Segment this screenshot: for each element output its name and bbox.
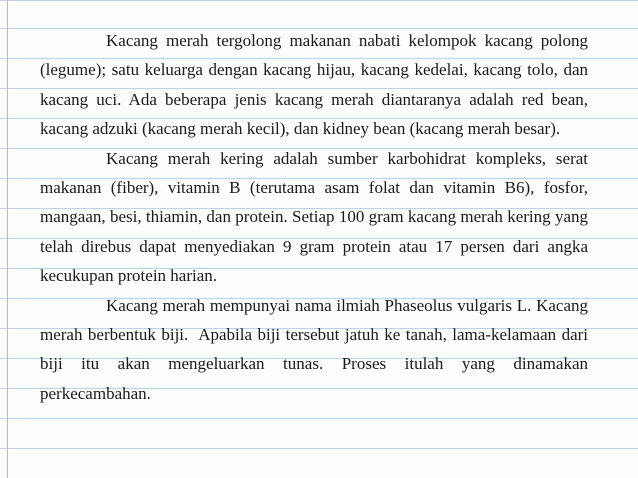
paragraph-2: Kacang merah kering adalah sumber karbohidrat kompleks, serat makanan (fiber), vitamin B (terutama asam folat dan vitamin B6), fosfor, mangaan, besi, thiamin, dan protein. Setiap 100 gram kacang merah kering yang telah direbus dapat menyediakan 9 gram protein atau 17 persen dari angka kecukupan protein harian. xyxy=(40,148,593,286)
margin-line xyxy=(7,0,8,478)
document-body xyxy=(40,26,593,408)
paragraph-1: Kacang merah tergolong makanan nabati kelompok kacang polong (legume); satu keluarga dengan kacang hijau, kacang kedelai, kacang tolo, dan kacang uci. Ada beberapa jenis kacang merah diantaranya adalah red bean, kacang adzuki (kacang merah kecil), dan kidney bean (kacang merah besar). xyxy=(40,31,593,139)
paragraph-3: Kacang merah mempunyai nama ilmiah Phaseolus vulgaris L. Kacang merah berbentuk biji. Apabila biji tersebut jatuh ke tanah, lama-kelamaan dari biji itu akan mengeluarkan tunas. Proses itulah yang dinamakan perkecambahan. xyxy=(40,295,593,403)
